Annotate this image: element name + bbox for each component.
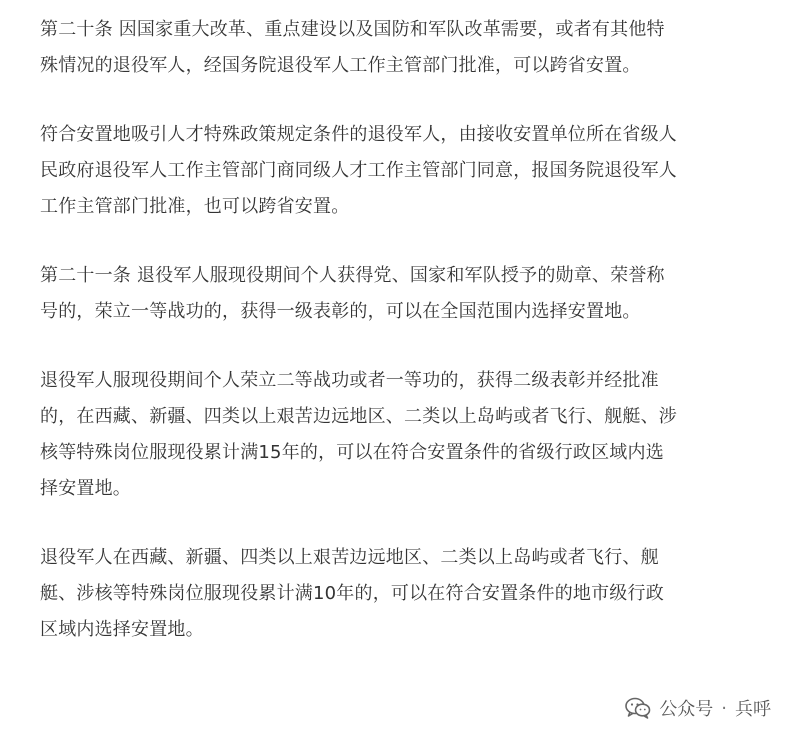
paragraph-article-20 — [40, 12, 720, 84]
wechat-icon — [625, 697, 651, 719]
watermark-separator: · — [721, 697, 727, 719]
text-line: 民政府退役军人工作主管部门商同级人才工作主管部门同意，报国务院退役军人 — [40, 160, 677, 181]
paragraph-article-21 — [40, 258, 720, 330]
text-line: 区域内选择安置地。 — [40, 619, 204, 640]
text-line: 艇、涉核等特殊岗位服现役累计满10年的，可以在符合安置条件的地市级行政 — [40, 583, 664, 604]
wechat-watermark — [625, 695, 771, 721]
text-line: 核等特殊岗位服现役累计满15年的，可以在符合安置条件的省级行政区域内选 — [40, 442, 664, 463]
text-line: 择安置地。 — [40, 478, 131, 499]
text-line: 工作主管部门批准，也可以跨省安置。 — [40, 196, 350, 217]
text-line: 第二十一条 退役军人服现役期间个人获得党、国家和军队授予的勋章、荣誉称 — [40, 265, 665, 286]
paragraph-second-class-merit — [40, 363, 720, 507]
text-line: 第二十条 因国家重大改革、重点建设以及国防和军队改革需要，或者有其他特 — [40, 19, 665, 40]
text-line: 退役军人服现役期间个人荣立二等战功或者一等功的，获得二级表彰并经批准 — [40, 370, 659, 391]
text-line: 殊情况的退役军人，经国务院退役军人工作主管部门批准，可以跨省安置。 — [40, 55, 641, 76]
watermark-source: 公众号 — [659, 699, 714, 720]
paragraph-talent-policy — [40, 117, 720, 225]
text-line: 符合安置地吸引人才特殊政策规定条件的退役军人，由接收安置单位所在省级人 — [40, 124, 677, 145]
watermark-author: 兵呼 — [735, 699, 771, 720]
text-line: 的，在西藏、新疆、四类以上艰苦边远地区、二类以上岛屿或者飞行、舰艇、涉 — [40, 406, 677, 427]
text-line: 号的，荣立一等战功的，获得一级表彰的，可以在全国范围内选择安置地。 — [40, 301, 641, 322]
text-line: 退役军人在西藏、新疆、四类以上艰苦边远地区、二类以上岛屿或者飞行、舰 — [40, 547, 659, 568]
article-body — [40, 12, 720, 681]
paragraph-ten-years-service — [40, 540, 720, 648]
